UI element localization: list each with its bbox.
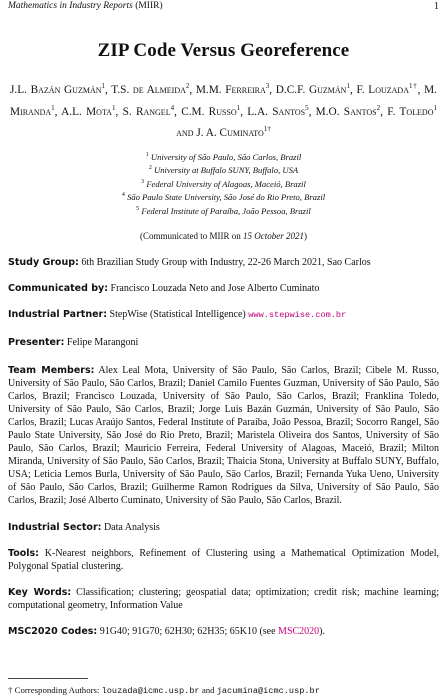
affiliation <box>8 204 439 218</box>
author-affiliation-mark: 1† <box>263 125 271 133</box>
author-name: J. A. Cuminato <box>196 127 264 139</box>
study-group <box>8 256 439 269</box>
author-name: C.M. Russo <box>181 105 237 118</box>
industrial-sector-text: Data Analysis <box>103 522 160 534</box>
affiliation-list <box>8 150 439 218</box>
affiliation-mark: 5 <box>136 205 140 212</box>
affiliation-mark: 1 <box>145 151 149 158</box>
affiliation-mark: 2 <box>148 165 152 172</box>
presenter-text: Felipe Marangoni <box>66 337 139 349</box>
msc2020-link[interactable]: MSC2020 <box>278 626 320 638</box>
footnote-mark: † <box>8 685 13 695</box>
author-affiliation-mark: 2 <box>376 103 381 112</box>
affiliation <box>8 190 439 204</box>
study-group-label: Study Group: <box>8 257 79 269</box>
author-affiliation-mark: 1 <box>433 103 437 112</box>
key-words-label: Key Words: <box>8 587 72 599</box>
author-name: S. Rangel <box>122 105 171 118</box>
email-link-cuminato[interactable]: jacumina@icmc.usp.br <box>216 686 320 696</box>
key-words <box>8 586 439 612</box>
author-name: L.A. Santos <box>247 105 306 118</box>
industrial-partner <box>8 308 439 322</box>
affiliation-text: São Paulo State University, São José do Rio Preto, Brazil <box>127 192 326 203</box>
corresponding-authors-footnote: † Corresponding Authors: louzada@icmc.usp.br and jacumina@icmc.usp.br <box>8 678 439 696</box>
key-words-text: Classification; clustering; geospatial data; optimization; credit risk; machine learning; computational geometry, Information Value <box>8 587 439 612</box>
affiliation-text: University at Buffalo SUNY, Buffalo, USA <box>154 165 299 176</box>
author-name: A.L. Mota <box>61 105 112 118</box>
footnote-rule <box>8 678 88 679</box>
author-affiliation-mark: 5 <box>305 103 309 112</box>
author-name: M.O. Santos <box>315 105 377 118</box>
author-name: F. Toledo <box>387 105 434 118</box>
affiliation-mark: 3 <box>141 178 145 185</box>
author-name: J.L. Bazán Guzmán <box>10 84 102 96</box>
msc-codes-text: 91G40; 91G70; 62H30; 62H35; 65K10 (see <box>99 626 276 638</box>
industrial-partner-text: StepWise (Statistical Intelligence) <box>109 309 246 321</box>
team-members-text: Alex Leal Mota, University of São Paulo, São Carlos, Brazil; Cibele M. Russo, University of São Paulo, São Carlos, Brazil; Daniel Camilo Fuentes Guzman, University of São Paulo, São Carlos, Brazil; Francisco Louzada, University of São Paulo, São Carlos, Brazil; Franklina Toledo, University of São Paulo, São Carlos, Brazil; Jorge Luis Bazán Guzmán, University of São Paulo, São Carlos, Brazil; Lucas Araújo Santos, Federal Institute of Paraíba, João Pessoa, Brazil; Socorro Rangel, São Paulo State University, São José do Rio Preto, Brazil; Maristela Oliveira dos Santos, University of São Paulo, São Carlos, Brazil; Mauricio Ferreira, Federal University of Alagoas, Maceió, Brazil; Milton Miranda, University of São Paulo, São Carlos, Brazil; Thaicia Stona, University at Buffalo SUNY, Buffalo, USA; Leticia Lemos Burla, University of São Paulo, São Carlos, Brazil; Fernanda Yuka Ueno, University of São Paulo, São Carlos, Brazil; Guilherme Ramon Rodrigues da Silva, University of São Paulo, São Carlos, Brazil; José Alberto Cuminato, University of São Paulo, São Carlos, Brazil. <box>8 365 439 507</box>
presenter-label: Presenter: <box>8 337 65 349</box>
page-number: 1 <box>434 1 439 12</box>
author-name: M.M. Ferreira <box>195 84 266 96</box>
author-affiliation-mark: 4 <box>170 103 175 112</box>
author-name: T.S. de Almeida <box>111 84 186 96</box>
communicated-by <box>8 282 439 295</box>
author-affiliation-mark: 1 <box>111 103 116 112</box>
affiliation <box>8 163 439 177</box>
communicated-note: (Communicated to MIIR on 15 October 2021) <box>140 231 307 242</box>
communicated-by-text: Francisco Louzada Neto and Jose Alberto Cuminato <box>110 283 320 295</box>
author-affiliation-mark: 3 <box>265 82 270 90</box>
tools-text: K-Nearest neighbors, Refinement of Clustering using a Mathematical Optimization Model, Polygonal Spatial clustering. <box>8 548 440 573</box>
team-members <box>8 364 439 507</box>
team-members-label: Team Members: <box>8 365 95 377</box>
author-name: D.C.F. Guzmán <box>275 84 347 96</box>
author-affiliation-mark: 1† <box>408 82 418 90</box>
author-list: J.L. Bazán Guzmán$^1$, T.S. de Almeida$^2$, M.M. Ferreira$^3$, D.C.F. Guzmán$^1$, F. Louzada$^{1\dagger}$, M. Miranda$^1$, A.L. Mota$^1$, S. Rangel$^4$, C.M. Russo$^1$, L.A. Santos$^5$, M.O. Santos$^2$, F. Toledo$^1$ and J. A. Cuminato$^{1\dagger}$ <box>10 82 437 139</box>
msc-codes: MSC2020 Codes: 91G40; 91G70; 62H30; 62H35; 65K10 (see MSC2020). <box>8 626 326 638</box>
author-name: F. Louzada <box>356 84 409 96</box>
author-affiliation-mark: 2 <box>185 82 190 90</box>
industrial-sector-label: Industrial Sector: <box>8 522 102 534</box>
presenter <box>8 336 439 349</box>
affiliation-text: University of São Paulo, São Carlos, Brazil <box>150 151 302 162</box>
tools-label: Tools: <box>8 548 39 560</box>
email-link-louzada[interactable]: louzada@icmc.usp.br <box>101 686 200 696</box>
author-affiliation-mark: 1 <box>101 82 105 90</box>
affiliation-mark: 4 <box>121 192 125 199</box>
author-name: M. Miranda <box>10 84 437 118</box>
industrial-partner-label: Industrial Partner: <box>8 309 108 321</box>
msc-codes-label: MSC2020 Codes: <box>8 626 98 638</box>
footnote-prefix: Corresponding Authors: <box>14 685 100 695</box>
affiliation <box>8 177 439 191</box>
affiliation <box>8 150 439 164</box>
author-affiliation-mark: 1 <box>236 103 241 112</box>
running-header <box>8 0 439 12</box>
author-affiliation-mark: 1 <box>51 103 55 112</box>
communicated-by-label: Communicated by: <box>8 283 109 295</box>
tools <box>8 547 439 573</box>
affiliation-text: Federal University of Alagoas, Maceió, Brazil <box>146 178 306 189</box>
study-group-text: 6th Brazilian Study Group with Industry, 22-26 March 2021, Sao Carlos <box>81 257 371 269</box>
affiliation-text: Federal Institute of Paraíba, João Pessoa, Brazil <box>141 205 311 216</box>
industrial-sector <box>8 521 439 534</box>
paper-title: ZIP Code Versus Georeference <box>97 40 350 61</box>
author-affiliation-mark: 1 <box>346 82 350 90</box>
partner-website-link[interactable]: www.stepwise.com.br <box>248 310 347 321</box>
journal-name: Mathematics in Industry Reports (MIIR) <box>8 1 163 11</box>
